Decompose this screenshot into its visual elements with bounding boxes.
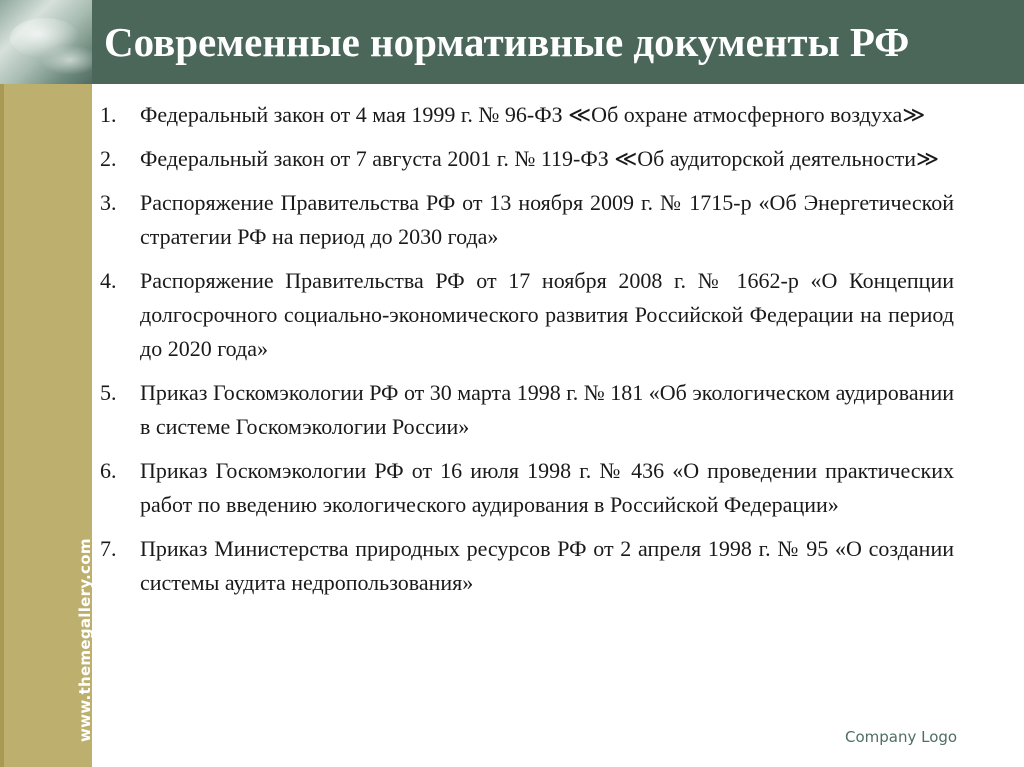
sidebar-stripe <box>0 84 4 767</box>
item-number: 3. <box>100 190 117 215</box>
document-list <box>100 98 954 610</box>
item-number: 1. <box>100 102 117 127</box>
item-text: Федеральный закон от 4 мая 1999 г. № 96-ФЗ ≪Об охране атмосферного воздуха≫ <box>140 102 926 127</box>
list-item <box>100 454 954 522</box>
item-number: 6. <box>100 458 117 483</box>
header-photo <box>0 0 92 84</box>
list-item <box>100 142 954 176</box>
page-title: Современные нормативные документы РФ <box>104 19 910 65</box>
item-number: 4. <box>100 268 117 293</box>
list-item <box>100 532 954 600</box>
item-number: 2. <box>100 146 117 171</box>
item-text: Приказ Министерства природных ресурсов РФ от 2 апреля 1998 г. № 95 «О создании системы аудита недропользования» <box>140 536 954 595</box>
item-text: Распоряжение Правительства РФ от 13 ноября 2009 г. № 1715-р «Об Энергетической стратегии РФ на период до 2030 года» <box>140 190 954 249</box>
company-logo: Company Logo <box>845 728 958 746</box>
item-text: Федеральный закон от 7 августа 2001 г. № 119-ФЗ ≪Об аудиторской деятельности≫ <box>140 146 940 171</box>
list-item <box>100 264 954 366</box>
list-item <box>100 98 954 132</box>
item-number: 7. <box>100 536 117 561</box>
item-text: Распоряжение Правительства РФ от 17 ноября 2008 г. № 1662-р «О Концепции долгосрочного социально-экономического развития Российской Федерации на период до 2020 года» <box>140 268 954 361</box>
site-url: www.themegallery.com <box>76 538 94 742</box>
list-item <box>100 376 954 444</box>
item-text: Приказ Госкомэкологии РФ от 30 марта 1998 г. № 181 «Об экологическом аудировании в системе Госкомэкологии России» <box>140 380 954 439</box>
list-item <box>100 186 954 254</box>
item-number: 5. <box>100 380 117 405</box>
item-text: Приказ Госкомэкологии РФ от 16 июля 1998 г. № 436 «О проведении практических работ по введению экологического аудирования в Российской Федерации» <box>140 458 954 517</box>
